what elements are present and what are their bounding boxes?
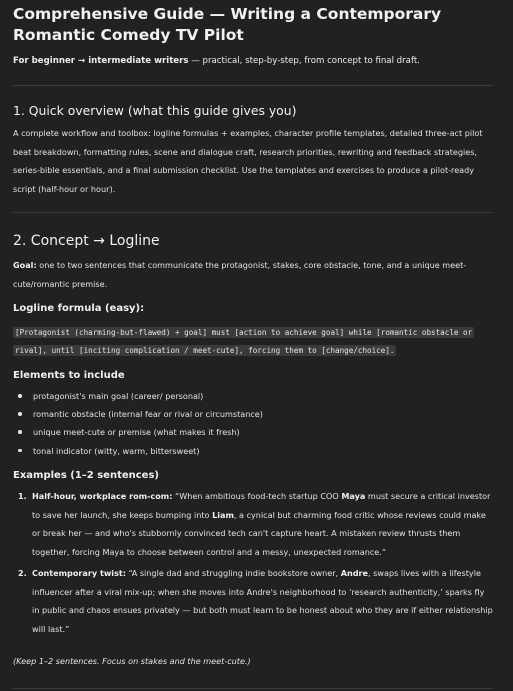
page-subtitle xyxy=(13,54,493,68)
bullet-icon xyxy=(18,449,22,453)
section-1-body: A complete workflow and toolbox: logline formulas + examples, character profile templates, detailed three-act pilot beat breakdown, formatting rules, scene and dialogue craft, research priorities, rewriting and feedback strategies, series-bible essentials, and a final submission checklist. Use the templates and exercises to produce a pilot-ready script (half-hour or hour). xyxy=(13,128,483,194)
subtitle-audience: For beginner → intermediate writers xyxy=(13,56,189,66)
list-item: romantic obstacle (internal fear or rival or circumstance) xyxy=(13,405,483,423)
subtitle-description: — practical, step-by-step, from concept to final draft. xyxy=(188,56,420,66)
section-1-heading: 1. Quick overview (what this guide gives you) xyxy=(13,103,297,118)
list-item: 1. Half-hour, workplace rom-com: “When ambitious food-tech startup COO Maya must secure a critical investor to save her launch, she keeps bumping into Liam, a cynical but charming food critic whose reviews could make or break her — and who's stubbornly convinced tech can't capture heart. A mistaken review thrusts them together, forcing Maya to choose between control and a messy, unexpected romance.” xyxy=(13,487,493,561)
logline-note: (Keep 1–2 sentences. Focus on stakes and the meet-cute.) xyxy=(13,656,251,666)
elements-heading: Elements to include xyxy=(13,370,125,381)
page-title: Comprehensive Guide — Writing a Contemporary Romantic Comedy TV Pilot xyxy=(13,5,442,44)
goal-label: Goal: xyxy=(13,260,37,270)
list-item: 2. Contemporary twist: “A single dad and struggling indie bookstore owner, Andre, swaps lives with a lifestyle influencer after a viral mix-up; when she moves into Andre's neighborhood to ‘research authenticity,’ sparks fly in public and chaos ensues privately — but both must learn to be honest about who they are if either relationship will last.” xyxy=(13,564,493,638)
example-label: Contemporary twist: xyxy=(32,568,126,578)
divider xyxy=(13,212,493,213)
logline-formula-code xyxy=(13,324,491,360)
bullet-icon xyxy=(18,394,22,398)
logline-formula-heading: Logline formula (easy): xyxy=(13,303,145,314)
bullet-icon xyxy=(18,430,22,434)
examples-list xyxy=(13,487,493,638)
list-number: 1. xyxy=(18,491,27,501)
divider xyxy=(13,688,493,689)
goal-paragraph xyxy=(13,256,491,293)
list-item: protagonist's main goal (career/ personal) xyxy=(13,387,483,405)
document-page xyxy=(13,0,493,666)
bullet-icon xyxy=(18,412,22,416)
list-number: 2. xyxy=(18,568,27,578)
elements-list xyxy=(13,387,483,460)
section-2-heading: 2. Concept → Logline xyxy=(13,233,160,249)
example-label: Half-hour, workplace rom-com: xyxy=(32,491,173,501)
examples-heading: Examples (1–2 sentences) xyxy=(13,470,159,481)
inline-code: [Protagonist (charming-but-flawed) + goal] must [action to achieve goal] while [romantic obstacle or rival], until [inciting complication / meet-cute], forcing them to [change/choice]. xyxy=(15,328,473,355)
list-item: tonal indicator (witty, warm, bittersweet) xyxy=(13,442,483,460)
list-item: unique meet-cute or premise (what makes it fresh) xyxy=(13,423,483,441)
divider xyxy=(13,85,493,86)
goal-text: one to two sentences that communicate the protagonist, stakes, core obstacle, tone, and a unique meet-cute/romantic premise. xyxy=(13,260,467,289)
